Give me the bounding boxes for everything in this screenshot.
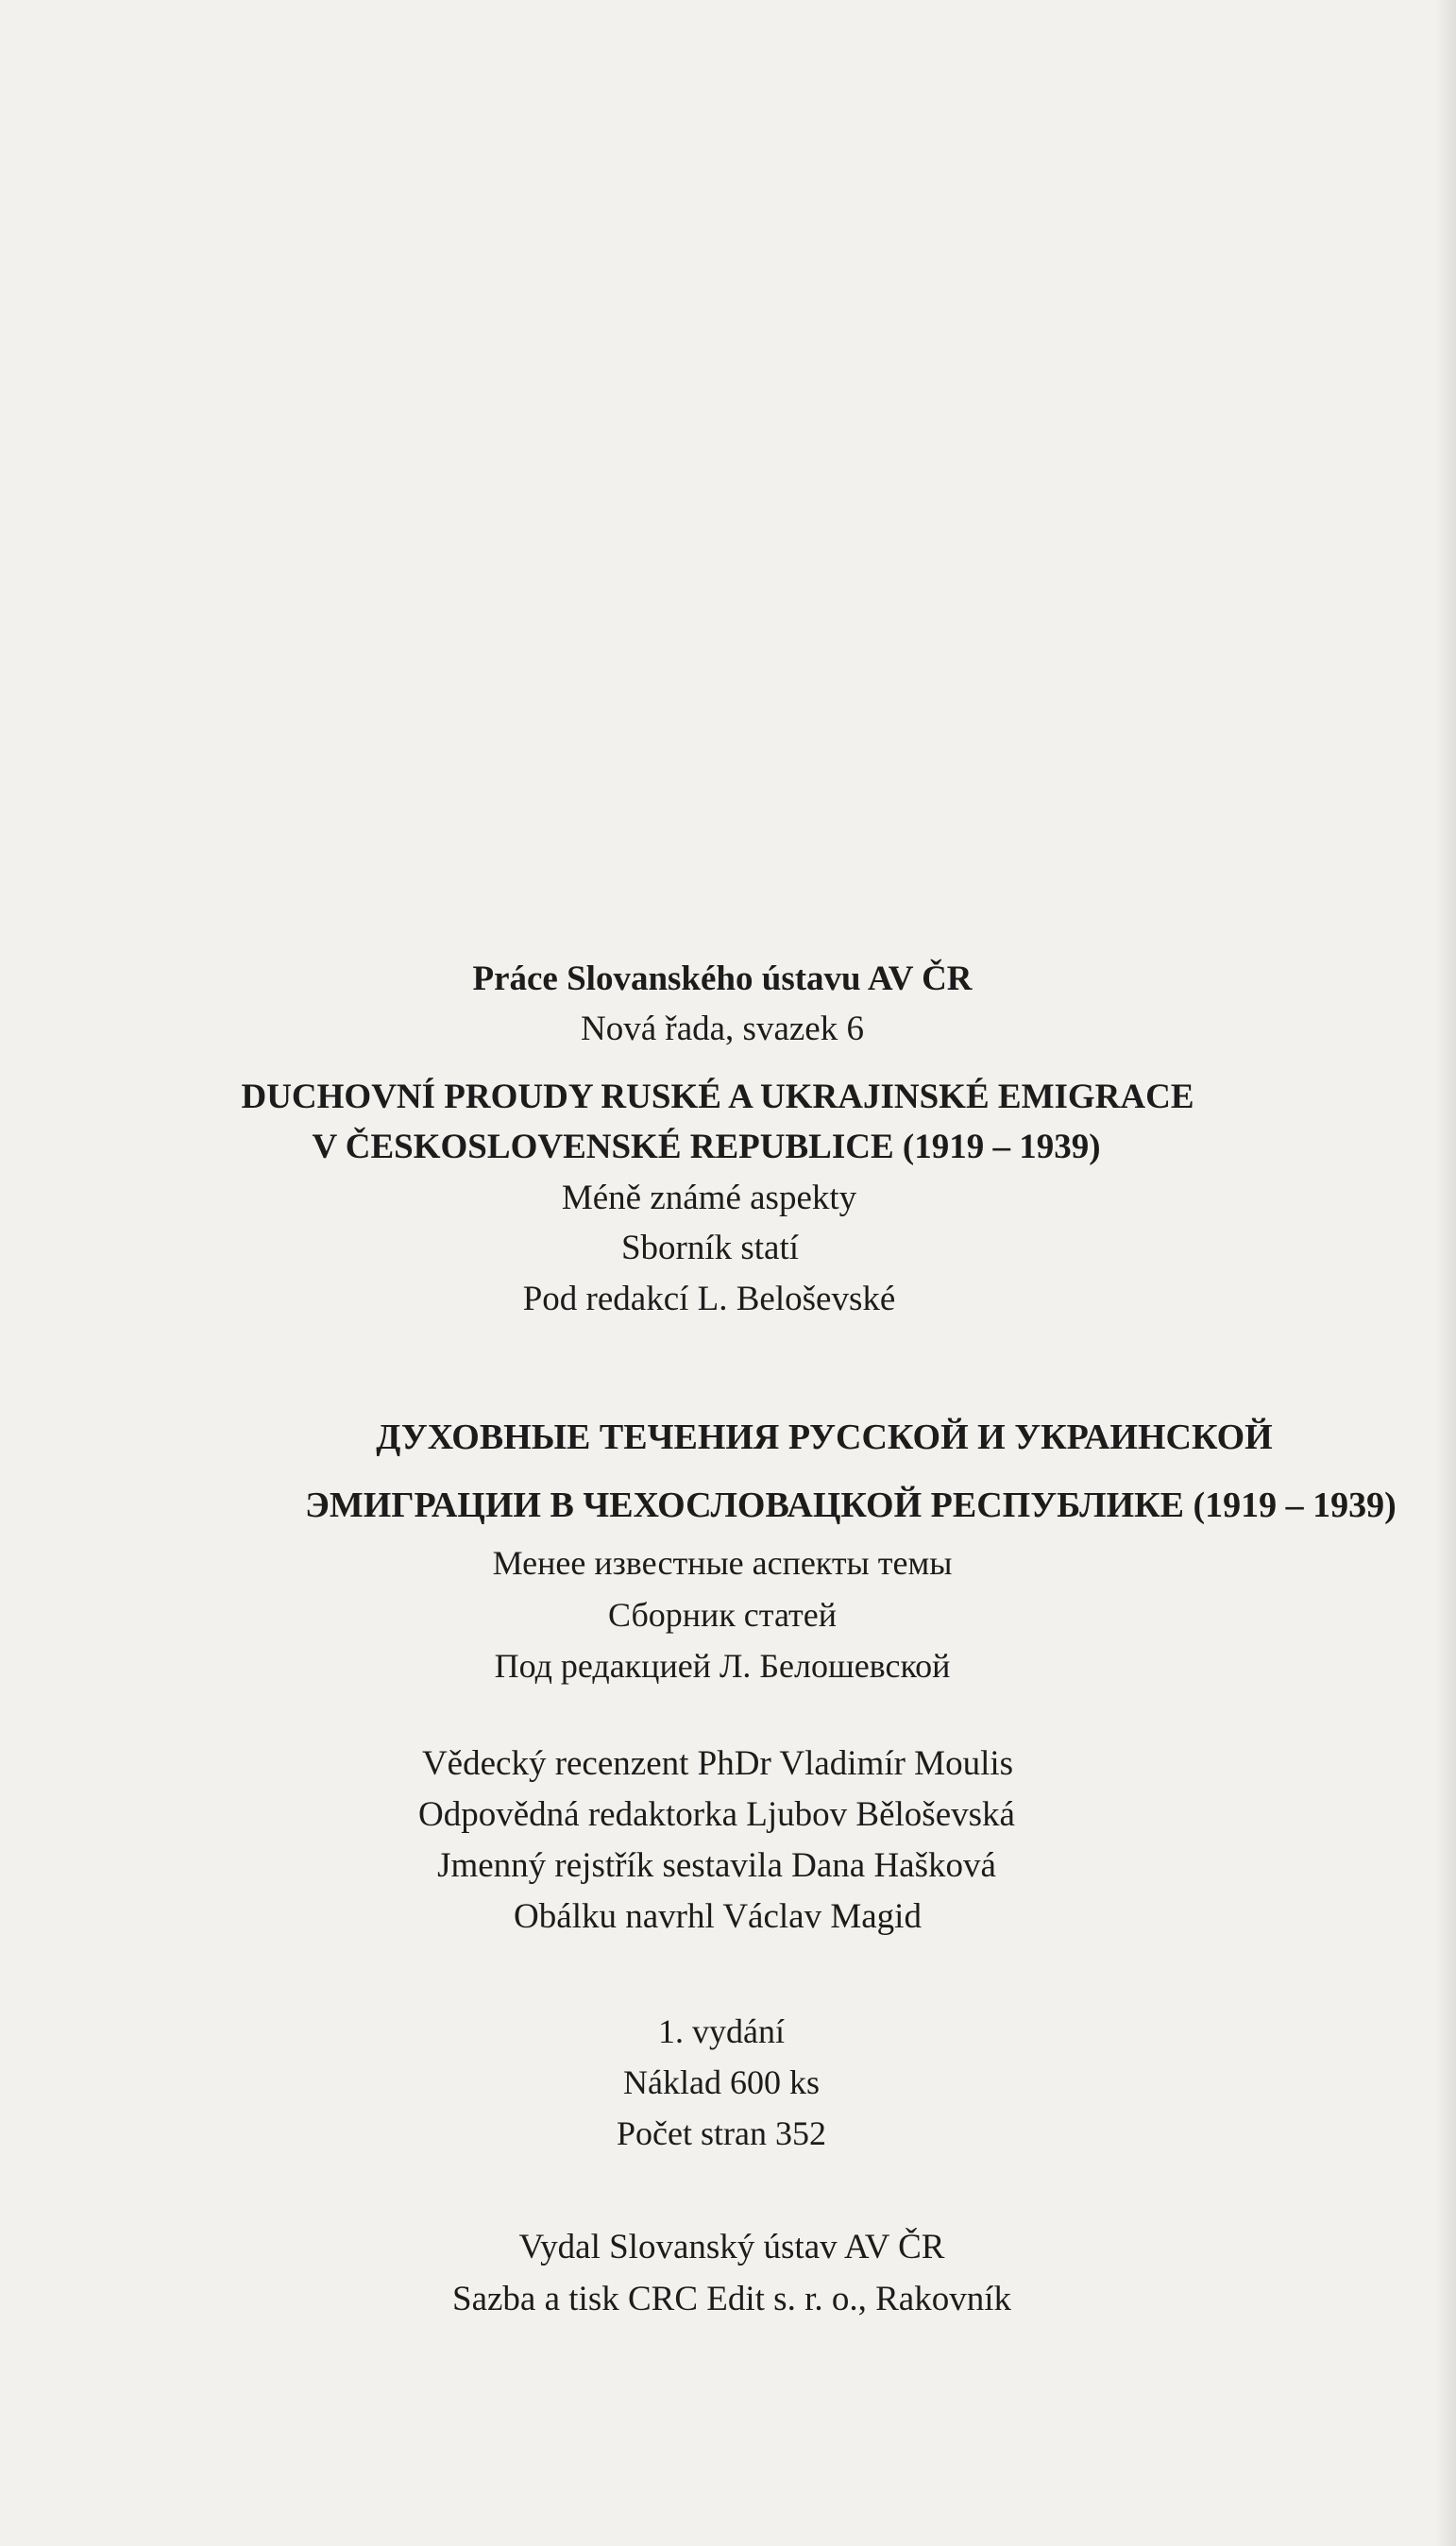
czech-editor: Pod redakcí L. Beloševské — [522, 1280, 896, 1318]
edition-number: 1. vydání — [658, 2012, 785, 2050]
russian-publication-type: Сборник статей — [608, 1596, 837, 1634]
russian-editor: Под редакцией Л. Белошевской — [494, 1647, 951, 1685]
czech-subtitle: Méně známé aspekty — [561, 1179, 857, 1217]
page-count: Počet stran 352 — [617, 2114, 826, 2152]
series-number: Nová řada, svazek 6 — [581, 1010, 864, 1048]
czech-title-line-1: DUCHOVNÍ PROUDY RUSKÉ A UKRAJINSKÉ EMIGRACE — [241, 1078, 1194, 1116]
publisher: Vydal Slovanský ústav AV ČR — [518, 2228, 945, 2266]
scientific-reviewer: Vědecký recenzent PhDr Vladimír Moulis — [421, 1744, 1014, 1783]
index-compiler: Jmenný rejstřík sestavila Dana Hašková — [437, 1846, 996, 1885]
printer: Sazba a tisk CRC Edit s. r. o., Rakovník — [452, 2280, 1011, 2318]
russian-subtitle: Менее известные аспекты темы — [492, 1544, 953, 1582]
print-run: Náklad 600 ks — [623, 2063, 820, 2101]
responsible-editor: Odpovědná redaktorka Ljubov Běloševská — [418, 1795, 1015, 1834]
czech-publication-type: Sborník statí — [620, 1229, 800, 1267]
series-title: Práce Slovanského ústavu AV ČR — [472, 959, 973, 998]
cover-designer: Obálku navrhl Václav Magid — [514, 1897, 922, 1936]
russian-title-line-1: ДУХОВНЫЕ ТЕЧЕНИЯ РУССКОЙ И УКРАИНСКОЙ — [376, 1417, 1273, 1457]
russian-title-line-2: ЭМИГРАЦИИ В ЧЕХОСЛОВАЦКОЙ РЕСПУБЛИКЕ (1919 – 1939) — [305, 1485, 1397, 1525]
czech-title-line-2: V ČESKOSLOVENSKÉ REPUBLICE (1919 – 1939) — [312, 1128, 1101, 1166]
